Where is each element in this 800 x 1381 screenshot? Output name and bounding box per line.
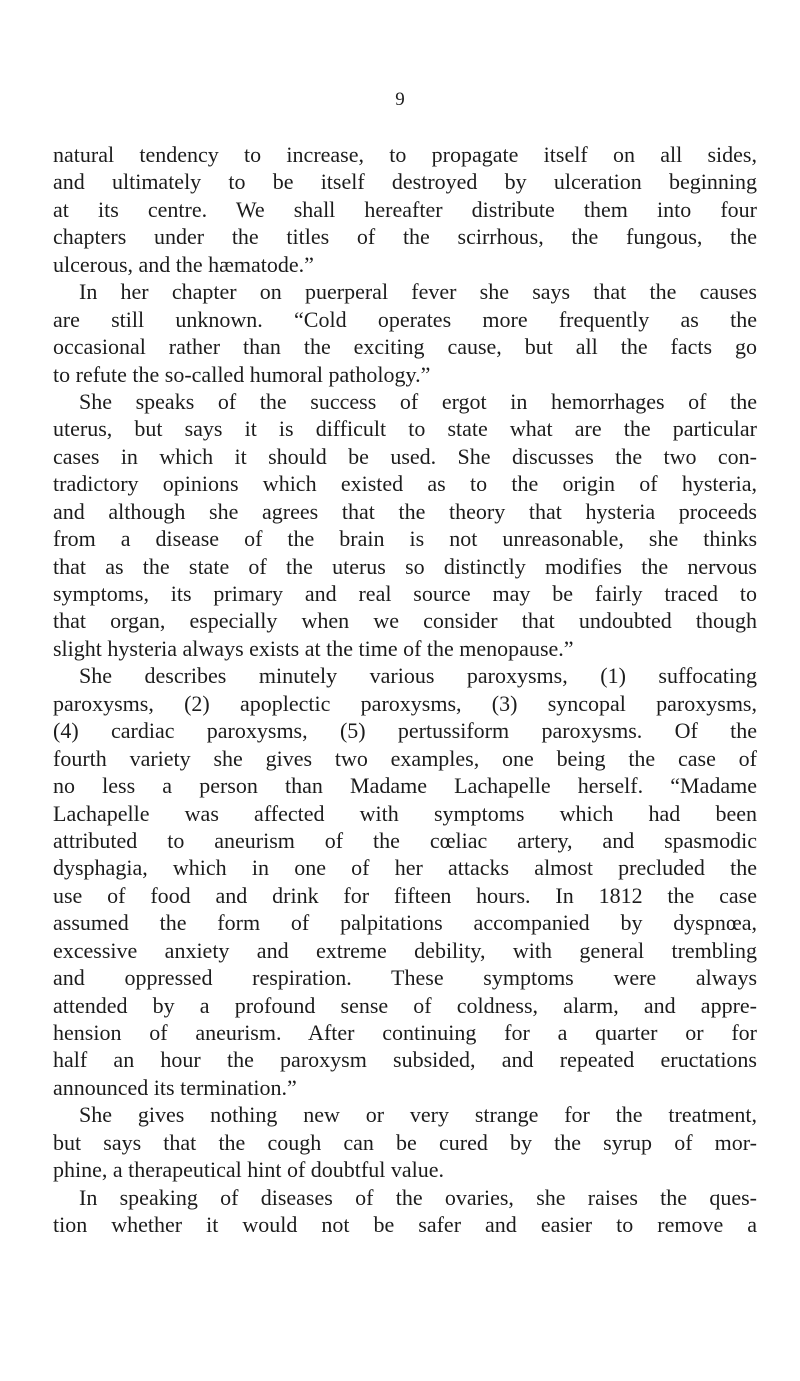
text-line: attended by a profound sense of coldness, alarm, and appre- [53,992,757,1018]
text-line: paroxysms, (2) apoplectic paroxysms, (3) syncopal paroxysms, [53,690,757,716]
text-line: She gives nothing new or very strange for the treatment, [79,1102,757,1128]
text-line: excessive anxiety and extreme debility, with general trembling [53,937,757,963]
text-line: assumed the form of palpitations accompanied by dyspnœa, [53,910,757,936]
text-line: dysphagia, which in one of her attacks almost precluded the [53,855,757,881]
text-line: uterus, but says it is difficult to state what are the particular [53,416,757,442]
text-line: that organ, especially when we consider that undoubted though [53,608,757,634]
text-line: are still unknown. “Cold operates more frequently as the [53,306,757,332]
text-line: natural tendency to increase, to propagate itself on all sides, [53,142,757,167]
text-line: ulcerous, and the hæmatode.” [53,251,314,277]
text-line: tradictory opinions which existed as to the origin of hysteria, [53,471,757,497]
text-line: chapters under the titles of the scirrhous, the fungous, the [53,224,757,250]
text-line: cases in which it should be used. She discusses the two con- [53,443,757,469]
text-line: and oppressed respiration. These symptoms were always [53,965,757,991]
text-line: but says that the cough can be cured by the syrup of mor- [53,1129,757,1155]
text-line: She describes minutely various paroxysms, (1) suffocating [79,663,757,689]
text-line: fourth variety she gives two examples, one being the case of [53,745,757,771]
text-line: She speaks of the success of ergot in hemorrhages of the [79,388,757,414]
text-line: and ultimately to be itself destroyed by ulceration beginning [53,169,757,195]
text-line: announced its termination.” [53,1074,297,1100]
text-line: tion whether it would not be safer and easier to remove a [53,1212,757,1238]
text-line: In speaking of diseases of the ovaries, she raises the ques- [79,1184,757,1210]
body-text [53,141,757,1239]
text-line: hension of aneurism. After continuing for a quarter or for [53,1020,757,1045]
text-line: attributed to aneurism of the cœliac artery, and spasmodic [53,827,757,853]
text-line: that as the state of the uterus so distinctly modifies the nervous [53,553,757,579]
text-line: to refute the so-called humoral pathology.” [53,361,431,387]
page-number: 9 [395,89,405,110]
text-line: use of food and drink for fifteen hours. In 1812 the case [53,882,757,908]
text-line: slight hysteria always exists at the time of the menopause.” [53,635,574,661]
text-line: (4) cardiac paroxysms, (5) pertussiform paroxysms. Of the [53,718,757,744]
text-line: and although she agrees that the theory that hysteria proceeds [53,498,757,524]
text-line: Lachapelle was affected with symptoms which had been [53,800,757,826]
text-line: occasional rather than the exciting cause, but all the facts go [53,334,757,360]
text-line: In her chapter on puerperal fever she says that the causes [79,279,757,305]
text-line: phine, a therapeutical hint of doubtful value. [53,1157,444,1183]
text-line: from a disease of the brain is not unreasonable, she thinks [53,526,757,552]
text-line: at its centre. We shall hereafter distribute them into four [53,196,757,222]
text-line: symptoms, its primary and real source may be fairly traced to [53,581,757,606]
text-line: half an hour the paroxysm subsided, and repeated eructations [53,1047,757,1073]
text-line: no less a person than Madame Lachapelle herself. “Madame [53,773,757,799]
